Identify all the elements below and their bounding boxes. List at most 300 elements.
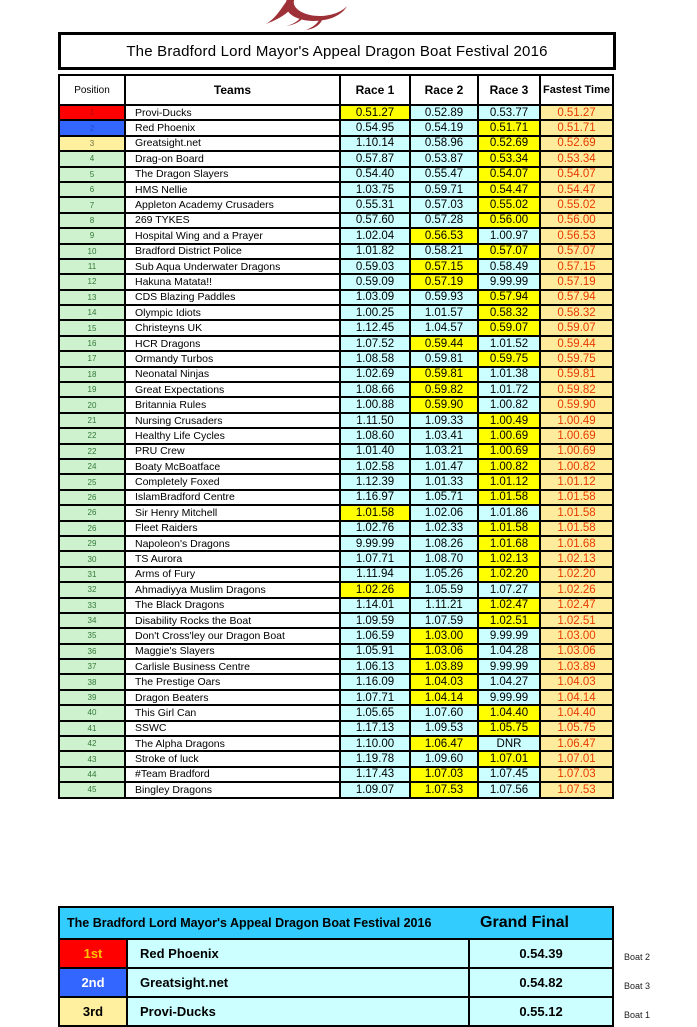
team-name-cell: Nursing Crusaders: [125, 413, 340, 428]
race2-time-cell: 1.07.60: [410, 705, 478, 720]
race3-time-cell: 1.01.12: [478, 474, 540, 489]
table-row: [59, 167, 613, 182]
team-name-cell: PRU Crew: [125, 444, 340, 459]
race1-time-cell: 1.05.91: [340, 644, 410, 659]
grand-final-label: Grand Final: [480, 914, 569, 931]
team-name-cell: Boaty McBoatface: [125, 459, 340, 474]
table-row: [59, 290, 613, 305]
table-row: [59, 659, 613, 674]
race3-time-cell: 0.53.77: [478, 105, 540, 120]
race3-time-cell: 1.00.69: [478, 444, 540, 459]
fastest-time-cell: 1.03.89: [540, 659, 613, 674]
table-row: [59, 336, 613, 351]
race2-time-cell: 1.01.47: [410, 459, 478, 474]
race2-time-cell: 0.59.81: [410, 367, 478, 382]
race1-time-cell: 1.08.58: [340, 351, 410, 366]
fastest-time-cell: 1.00.82: [540, 459, 613, 474]
table-row: [59, 413, 613, 428]
race2-time-cell: 1.08.26: [410, 536, 478, 551]
table-row: [59, 536, 613, 551]
fastest-time-cell: 0.54.47: [540, 182, 613, 197]
race1-time-cell: 1.07.71: [340, 690, 410, 705]
race1-time-cell: 0.59.09: [340, 274, 410, 289]
race3-time-cell: 0.58.32: [478, 305, 540, 320]
race2-time-cell: 0.58.96: [410, 136, 478, 151]
header-position: Position: [59, 75, 125, 105]
position-cell: 36: [59, 644, 125, 659]
table-row: [59, 474, 613, 489]
fastest-time-cell: 1.05.75: [540, 721, 613, 736]
grand-final-team: Greatsight.net: [127, 968, 469, 997]
race2-time-cell: 0.52.89: [410, 105, 478, 120]
position-cell: 6: [59, 182, 125, 197]
race2-time-cell: 1.03.89: [410, 659, 478, 674]
race2-time-cell: 1.01.33: [410, 474, 478, 489]
position-cell: 26: [59, 490, 125, 505]
race3-time-cell: 1.01.52: [478, 336, 540, 351]
position-cell: 9: [59, 228, 125, 243]
position-cell: 34: [59, 613, 125, 628]
position-cell: 3: [59, 136, 125, 151]
team-name-cell: Carlisle Business Centre: [125, 659, 340, 674]
fastest-time-cell: 1.04.14: [540, 690, 613, 705]
position-cell: 20: [59, 397, 125, 412]
race1-time-cell: 1.17.13: [340, 721, 410, 736]
fastest-time-cell: 0.51.71: [540, 120, 613, 135]
header-race1: Race 1: [340, 75, 410, 105]
race3-time-cell: 1.00.82: [478, 459, 540, 474]
table-row: [59, 320, 613, 335]
race2-time-cell: 0.57.19: [410, 274, 478, 289]
position-cell: 2: [59, 120, 125, 135]
team-name-cell: Christeyns UK: [125, 320, 340, 335]
table-row: [59, 721, 613, 736]
grand-final-team: Red Phoenix: [127, 939, 469, 968]
position-cell: 40: [59, 705, 125, 720]
race2-time-cell: 0.57.03: [410, 197, 478, 212]
race1-time-cell: 1.16.09: [340, 674, 410, 689]
fastest-time-cell: 0.57.15: [540, 259, 613, 274]
race3-time-cell: DNR: [478, 736, 540, 751]
position-cell: 18: [59, 367, 125, 382]
fastest-time-cell: 0.56.53: [540, 228, 613, 243]
race1-time-cell: 1.12.39: [340, 474, 410, 489]
table-row: [59, 767, 613, 782]
fastest-time-cell: 0.56.00: [540, 213, 613, 228]
race1-time-cell: 1.03.75: [340, 182, 410, 197]
team-name-cell: Napoleon's Dragons: [125, 536, 340, 551]
race3-time-cell: 1.00.82: [478, 397, 540, 412]
race3-time-cell: 1.07.45: [478, 767, 540, 782]
table-row: [59, 613, 613, 628]
position-cell: 24: [59, 459, 125, 474]
race2-time-cell: 1.08.70: [410, 551, 478, 566]
table-row: [59, 105, 613, 120]
team-name-cell: The Dragon Slayers: [125, 167, 340, 182]
position-cell: 30: [59, 551, 125, 566]
race1-time-cell: 0.54.95: [340, 120, 410, 135]
fastest-time-cell: 1.07.03: [540, 767, 613, 782]
race2-time-cell: 0.59.81: [410, 351, 478, 366]
race2-time-cell: 0.59.44: [410, 336, 478, 351]
position-cell: 7: [59, 197, 125, 212]
race1-time-cell: 0.54.40: [340, 167, 410, 182]
table-row: [59, 244, 613, 259]
table-row: [59, 705, 613, 720]
grand-final-time: 0.55.12: [469, 997, 613, 1026]
race2-time-cell: 0.53.87: [410, 151, 478, 166]
race3-time-cell: 0.55.02: [478, 197, 540, 212]
fastest-time-cell: 1.02.20: [540, 567, 613, 582]
table-row: [59, 228, 613, 243]
position-cell: 4: [59, 151, 125, 166]
race1-time-cell: 1.02.69: [340, 367, 410, 382]
team-name-cell: Disability Rocks the Boat: [125, 613, 340, 628]
table-row: [59, 505, 613, 520]
fastest-time-cell: 1.03.06: [540, 644, 613, 659]
race2-time-cell: 1.11.21: [410, 598, 478, 613]
fastest-time-cell: 1.01.12: [540, 474, 613, 489]
race3-time-cell: 1.02.47: [478, 598, 540, 613]
race3-time-cell: 0.57.94: [478, 290, 540, 305]
race3-time-cell: 1.05.75: [478, 721, 540, 736]
race3-time-cell: 1.04.40: [478, 705, 540, 720]
position-cell: 38: [59, 674, 125, 689]
rank-badge-1st: 1st: [59, 939, 127, 968]
race2-time-cell: 1.05.26: [410, 567, 478, 582]
race1-time-cell: 1.09.07: [340, 782, 410, 797]
position-cell: 31: [59, 567, 125, 582]
position-cell: 8: [59, 213, 125, 228]
position-cell: 13: [59, 290, 125, 305]
race2-time-cell: 0.58.21: [410, 244, 478, 259]
race1-time-cell: 1.02.04: [340, 228, 410, 243]
race1-time-cell: 1.08.66: [340, 382, 410, 397]
results-table: [58, 74, 614, 799]
position-cell: 11: [59, 259, 125, 274]
fastest-time-cell: 1.02.13: [540, 551, 613, 566]
team-name-cell: #Team Bradford: [125, 767, 340, 782]
team-name-cell: SSWC: [125, 721, 340, 736]
race1-time-cell: 1.02.76: [340, 521, 410, 536]
boat-number-label: Boat 1: [624, 1010, 651, 1020]
grand-final-time: 0.54.39: [469, 939, 613, 968]
race3-time-cell: 1.02.13: [478, 551, 540, 566]
results-header-row: [59, 75, 613, 105]
race3-time-cell: 1.01.58: [478, 490, 540, 505]
table-row: [59, 521, 613, 536]
race2-time-cell: 0.56.53: [410, 228, 478, 243]
rank-badge-2nd: 2nd: [59, 968, 127, 997]
fastest-time-cell: 0.58.32: [540, 305, 613, 320]
race1-time-cell: 0.59.03: [340, 259, 410, 274]
fastest-time-cell: 0.59.90: [540, 397, 613, 412]
fastest-time-cell: 0.59.82: [540, 382, 613, 397]
race1-time-cell: 1.00.88: [340, 397, 410, 412]
fastest-time-cell: 0.57.94: [540, 290, 613, 305]
race2-time-cell: 0.59.90: [410, 397, 478, 412]
table-row: [59, 736, 613, 751]
team-name-cell: 269 TYKES: [125, 213, 340, 228]
fastest-time-cell: 1.01.58: [540, 505, 613, 520]
race3-time-cell: 9.99.99: [478, 274, 540, 289]
race1-time-cell: 1.05.65: [340, 705, 410, 720]
position-cell: 15: [59, 320, 125, 335]
table-row: [59, 351, 613, 366]
table-row: [59, 582, 613, 597]
boat-number-label: Boat 3: [624, 981, 651, 991]
race1-time-cell: 1.14.01: [340, 598, 410, 613]
race3-time-cell: 1.01.68: [478, 536, 540, 551]
boat-number-label: Boat 2: [624, 952, 651, 962]
fastest-time-cell: 1.02.51: [540, 613, 613, 628]
team-name-cell: Arms of Fury: [125, 567, 340, 582]
race1-time-cell: 0.57.60: [340, 213, 410, 228]
race2-time-cell: 1.03.06: [410, 644, 478, 659]
fastest-time-cell: 1.07.53: [540, 782, 613, 797]
table-row: [59, 213, 613, 228]
team-name-cell: Fleet Raiders: [125, 521, 340, 536]
race1-time-cell: 0.55.31: [340, 197, 410, 212]
team-name-cell: HCR Dragons: [125, 336, 340, 351]
grand-final-section: [58, 906, 697, 1027]
race1-time-cell: 1.11.50: [340, 413, 410, 428]
race2-time-cell: 1.04.57: [410, 320, 478, 335]
fastest-time-cell: 0.54.07: [540, 167, 613, 182]
grand-final-row-1st: [59, 939, 613, 968]
race2-time-cell: 0.59.71: [410, 182, 478, 197]
race1-time-cell: 1.06.13: [340, 659, 410, 674]
table-row: [59, 490, 613, 505]
team-name-cell: Ormandy Turbos: [125, 351, 340, 366]
race3-time-cell: 1.02.20: [478, 567, 540, 582]
race3-time-cell: 0.54.07: [478, 167, 540, 182]
position-cell: 21: [59, 413, 125, 428]
position-cell: 22: [59, 428, 125, 443]
race2-time-cell: 1.05.71: [410, 490, 478, 505]
race1-time-cell: 1.17.43: [340, 767, 410, 782]
race1-time-cell: 1.16.97: [340, 490, 410, 505]
race2-time-cell: 1.05.59: [410, 582, 478, 597]
race3-time-cell: 1.01.72: [478, 382, 540, 397]
race3-time-cell: 0.52.69: [478, 136, 540, 151]
header-fastest-time: Fastest Time: [540, 75, 613, 105]
fastest-time-cell: 1.06.47: [540, 736, 613, 751]
position-cell: 22: [59, 444, 125, 459]
race2-time-cell: 1.03.41: [410, 428, 478, 443]
fastest-time-cell: 1.00.69: [540, 428, 613, 443]
race3-time-cell: 0.59.75: [478, 351, 540, 366]
team-name-cell: Red Phoenix: [125, 120, 340, 135]
fastest-time-cell: 0.52.69: [540, 136, 613, 151]
race1-time-cell: 1.10.00: [340, 736, 410, 751]
table-row: [59, 397, 613, 412]
position-cell: 12: [59, 274, 125, 289]
race3-time-cell: 1.00.69: [478, 428, 540, 443]
table-row: [59, 305, 613, 320]
race2-time-cell: 1.07.53: [410, 782, 478, 797]
position-cell: 1: [59, 105, 125, 120]
position-cell: 14: [59, 305, 125, 320]
fastest-time-cell: 1.02.26: [540, 582, 613, 597]
table-row: [59, 459, 613, 474]
position-cell: 45: [59, 782, 125, 797]
race2-time-cell: 1.02.33: [410, 521, 478, 536]
team-name-cell: Stroke of luck: [125, 751, 340, 766]
fastest-time-cell: 0.53.34: [540, 151, 613, 166]
table-row: [59, 628, 613, 643]
team-name-cell: IslamBradford Centre: [125, 490, 340, 505]
team-name-cell: Bingley Dragons: [125, 782, 340, 797]
grand-final-row-3rd: [59, 997, 613, 1026]
race2-time-cell: 0.57.28: [410, 213, 478, 228]
table-row: [59, 782, 613, 797]
race1-time-cell: 1.02.26: [340, 582, 410, 597]
position-cell: 16: [59, 336, 125, 351]
fastest-time-cell: 0.51.27: [540, 105, 613, 120]
team-name-cell: The Prestige Oars: [125, 674, 340, 689]
race2-time-cell: 0.57.15: [410, 259, 478, 274]
position-cell: 26: [59, 521, 125, 536]
race3-time-cell: 0.59.07: [478, 320, 540, 335]
position-cell: 37: [59, 659, 125, 674]
table-row: [59, 197, 613, 212]
page-title-text: The Bradford Lord Mayor's Appeal Dragon Boat Festival 2016: [126, 42, 548, 60]
race1-time-cell: 0.51.27: [340, 105, 410, 120]
fastest-time-cell: 1.00.49: [540, 413, 613, 428]
race3-time-cell: 1.01.38: [478, 367, 540, 382]
race1-time-cell: 1.19.78: [340, 751, 410, 766]
table-row: [59, 259, 613, 274]
team-name-cell: Hospital Wing and a Prayer: [125, 228, 340, 243]
race2-time-cell: 1.09.33: [410, 413, 478, 428]
team-name-cell: Ahmadiyya Muslim Dragons: [125, 582, 340, 597]
race1-time-cell: 1.00.25: [340, 305, 410, 320]
team-name-cell: Greatsight.net: [125, 136, 340, 151]
fastest-time-cell: 0.59.07: [540, 320, 613, 335]
team-name-cell: Provi-Ducks: [125, 105, 340, 120]
team-name-cell: Great Expectations: [125, 382, 340, 397]
fastest-time-cell: 1.07.01: [540, 751, 613, 766]
race3-time-cell: 1.01.58: [478, 521, 540, 536]
team-name-cell: The Alpha Dragons: [125, 736, 340, 751]
race1-time-cell: 1.07.71: [340, 551, 410, 566]
race1-time-cell: 9.99.99: [340, 536, 410, 551]
race2-time-cell: 1.09.60: [410, 751, 478, 766]
table-row: [59, 382, 613, 397]
race3-time-cell: 0.51.71: [478, 120, 540, 135]
race1-time-cell: 1.01.40: [340, 444, 410, 459]
race2-time-cell: 0.59.93: [410, 290, 478, 305]
race1-time-cell: 1.07.52: [340, 336, 410, 351]
fastest-time-cell: 0.55.02: [540, 197, 613, 212]
grand-final-header: [59, 907, 613, 939]
team-name-cell: Britannia Rules: [125, 397, 340, 412]
header-race2: Race 2: [410, 75, 478, 105]
grand-final-table: [58, 906, 614, 1027]
page-title: [58, 32, 616, 70]
table-row: [59, 644, 613, 659]
race2-time-cell: 1.03.21: [410, 444, 478, 459]
grand-final-header-row: [59, 907, 613, 939]
race2-time-cell: 0.59.82: [410, 382, 478, 397]
rank-badge-3rd: 3rd: [59, 997, 127, 1026]
race2-time-cell: 1.07.03: [410, 767, 478, 782]
race1-time-cell: 1.03.09: [340, 290, 410, 305]
race1-time-cell: 1.01.58: [340, 505, 410, 520]
position-cell: 35: [59, 628, 125, 643]
team-name-cell: Olympic Idiots: [125, 305, 340, 320]
race2-time-cell: 0.54.19: [410, 120, 478, 135]
position-cell: 41: [59, 721, 125, 736]
team-name-cell: HMS Nellie: [125, 182, 340, 197]
fastest-time-cell: 1.04.03: [540, 674, 613, 689]
position-cell: 42: [59, 736, 125, 751]
header-race3: Race 3: [478, 75, 540, 105]
position-cell: 26: [59, 505, 125, 520]
grand-final-row-2nd: [59, 968, 613, 997]
table-row: [59, 567, 613, 582]
team-name-cell: Dragon Beaters: [125, 690, 340, 705]
race2-time-cell: 1.02.06: [410, 505, 478, 520]
table-row: [59, 428, 613, 443]
fastest-time-cell: 0.59.81: [540, 367, 613, 382]
table-row: [59, 751, 613, 766]
grand-final-title: The Bradford Lord Mayor's Appeal Dragon Boat Festival 2016: [67, 916, 432, 930]
race3-time-cell: 0.58.49: [478, 259, 540, 274]
table-row: [59, 274, 613, 289]
team-name-cell: The Black Dragons: [125, 598, 340, 613]
position-cell: 25: [59, 474, 125, 489]
position-cell: 32: [59, 582, 125, 597]
race3-time-cell: 9.99.99: [478, 659, 540, 674]
table-row: [59, 551, 613, 566]
race1-time-cell: 1.01.82: [340, 244, 410, 259]
table-row: [59, 444, 613, 459]
position-cell: 17: [59, 351, 125, 366]
race3-time-cell: 9.99.99: [478, 628, 540, 643]
race2-time-cell: 0.55.47: [410, 167, 478, 182]
team-name-cell: Sub Aqua Underwater Dragons: [125, 259, 340, 274]
position-cell: 43: [59, 751, 125, 766]
race1-time-cell: 1.02.58: [340, 459, 410, 474]
fastest-time-cell: 0.59.44: [540, 336, 613, 351]
race1-time-cell: 1.10.14: [340, 136, 410, 151]
race2-time-cell: 1.01.57: [410, 305, 478, 320]
table-row: [59, 182, 613, 197]
position-cell: 39: [59, 690, 125, 705]
race1-time-cell: 0.57.87: [340, 151, 410, 166]
race3-time-cell: 1.07.01: [478, 751, 540, 766]
race1-time-cell: 1.12.45: [340, 320, 410, 335]
team-name-cell: Healthy Life Cycles: [125, 428, 340, 443]
table-row: [59, 674, 613, 689]
position-cell: 5: [59, 167, 125, 182]
table-row: [59, 690, 613, 705]
fastest-time-cell: 1.02.47: [540, 598, 613, 613]
team-name-cell: This Girl Can: [125, 705, 340, 720]
table-row: [59, 120, 613, 135]
dragon-logo-icon: [252, 0, 402, 36]
fastest-time-cell: 0.57.19: [540, 274, 613, 289]
position-cell: 33: [59, 598, 125, 613]
race2-time-cell: 1.09.53: [410, 721, 478, 736]
team-name-cell: TS Aurora: [125, 551, 340, 566]
table-row: [59, 598, 613, 613]
table-row: [59, 151, 613, 166]
race3-time-cell: 1.00.97: [478, 228, 540, 243]
race3-time-cell: 1.02.51: [478, 613, 540, 628]
